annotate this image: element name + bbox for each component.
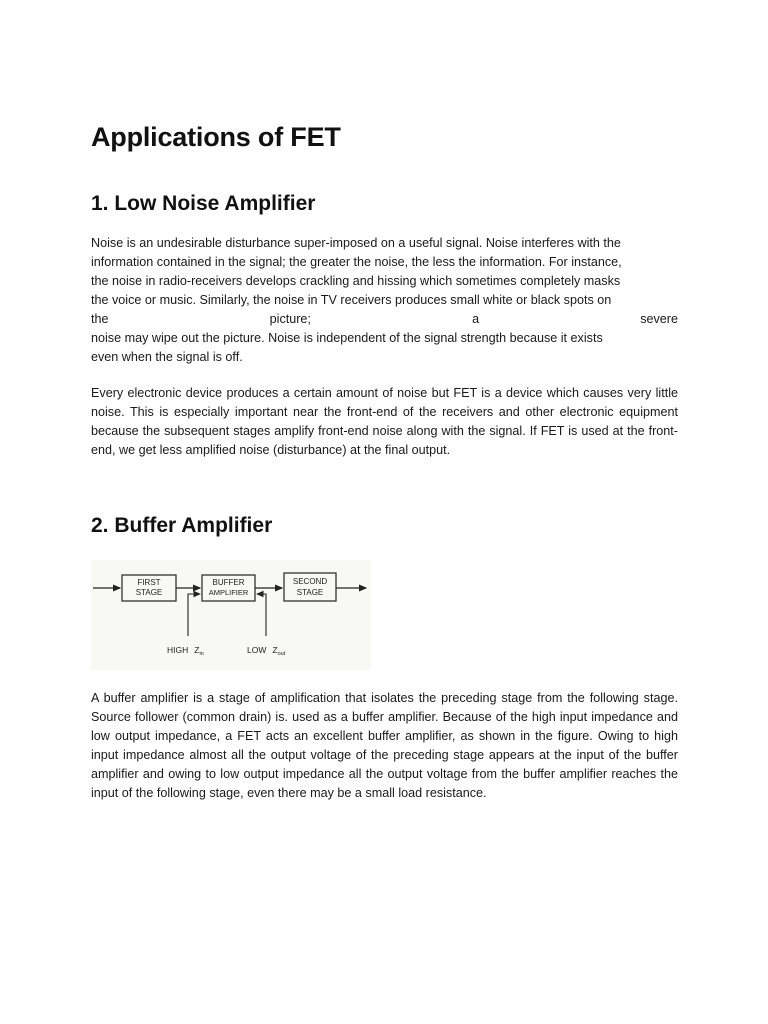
paragraph-line: even when the signal is off.: [91, 350, 243, 364]
second-stage-label-line2: STAGE: [296, 588, 324, 597]
buffer-label-line2: AMPLIFIER: [208, 588, 249, 597]
low-zout-label: LOW $Z_{out}$: [247, 645, 286, 657]
buffer-label-line1: BUFFER: [212, 578, 245, 587]
page-title: Applications of FET: [91, 122, 341, 152]
first-stage-label-line1: FIRST: [137, 578, 161, 587]
paragraph-line: Noise is an undesirable disturbance super-imposed on a useful signal. Noise interferes with the: [91, 236, 621, 250]
section-heading-low-noise-amplifier: 1. Low Noise Amplifier: [91, 192, 316, 215]
high-zin-pointer: [188, 594, 200, 636]
paragraph-line: information contained in the signal; the greater the noise, the less the information. For instance,: [91, 255, 622, 269]
paragraph-line-justified: the picture; a severe: [91, 312, 678, 326]
buffer-paragraph: A buffer amplifier is a stage of amplification that isolates the preceding stage from the following stage. Source follower (common drain) is. used as a buffer amplifier. Because of the high input impedance and low output impedance, a FET acts an excellent buffer amplifier, as shown in the figure. Owing to high input impedance almost all the output voltage of the preceding stage appears at the input of the buffer amplifier and owing to low output impedance all the output voltage from the buffer amplifier reaches the input of the following stage, even there may be a small load resistance.: [91, 691, 678, 800]
paragraph-line: the noise in radio-receivers develops crackling and hissing which sometimes completely masks: [91, 274, 621, 288]
first-stage-label-line2: STAGE: [135, 588, 163, 597]
second-stage-label-line1: SECOND: [292, 577, 328, 586]
paragraph-line: the voice or music. Similarly, the noise in TV receivers produces small white or black spots on: [91, 293, 612, 307]
buffer-amplifier-block-diagram: [91, 560, 371, 670]
noise-paragraph-1: [91, 234, 678, 367]
noise-paragraph-2: Every electronic device produces a certain amount of noise but FET is a device which causes very little noise. This is especially important near the front-end of the receivers and other electronic equipment because the subsequent stages amplify front-end noise along with the signal. If FET is used at the front-end, we get less amplified noise (disturbance) at the final output.: [91, 386, 678, 457]
low-zout-pointer: [257, 594, 266, 636]
high-zin-label: HIGH $Z_{in}$: [167, 645, 204, 657]
section-heading-buffer-amplifier: 2. Buffer Amplifier: [91, 514, 273, 537]
paragraph-line: noise may wipe out the picture. Noise is independent of the signal strength because it exists: [91, 331, 603, 345]
block-diagram-svg: [91, 560, 371, 670]
